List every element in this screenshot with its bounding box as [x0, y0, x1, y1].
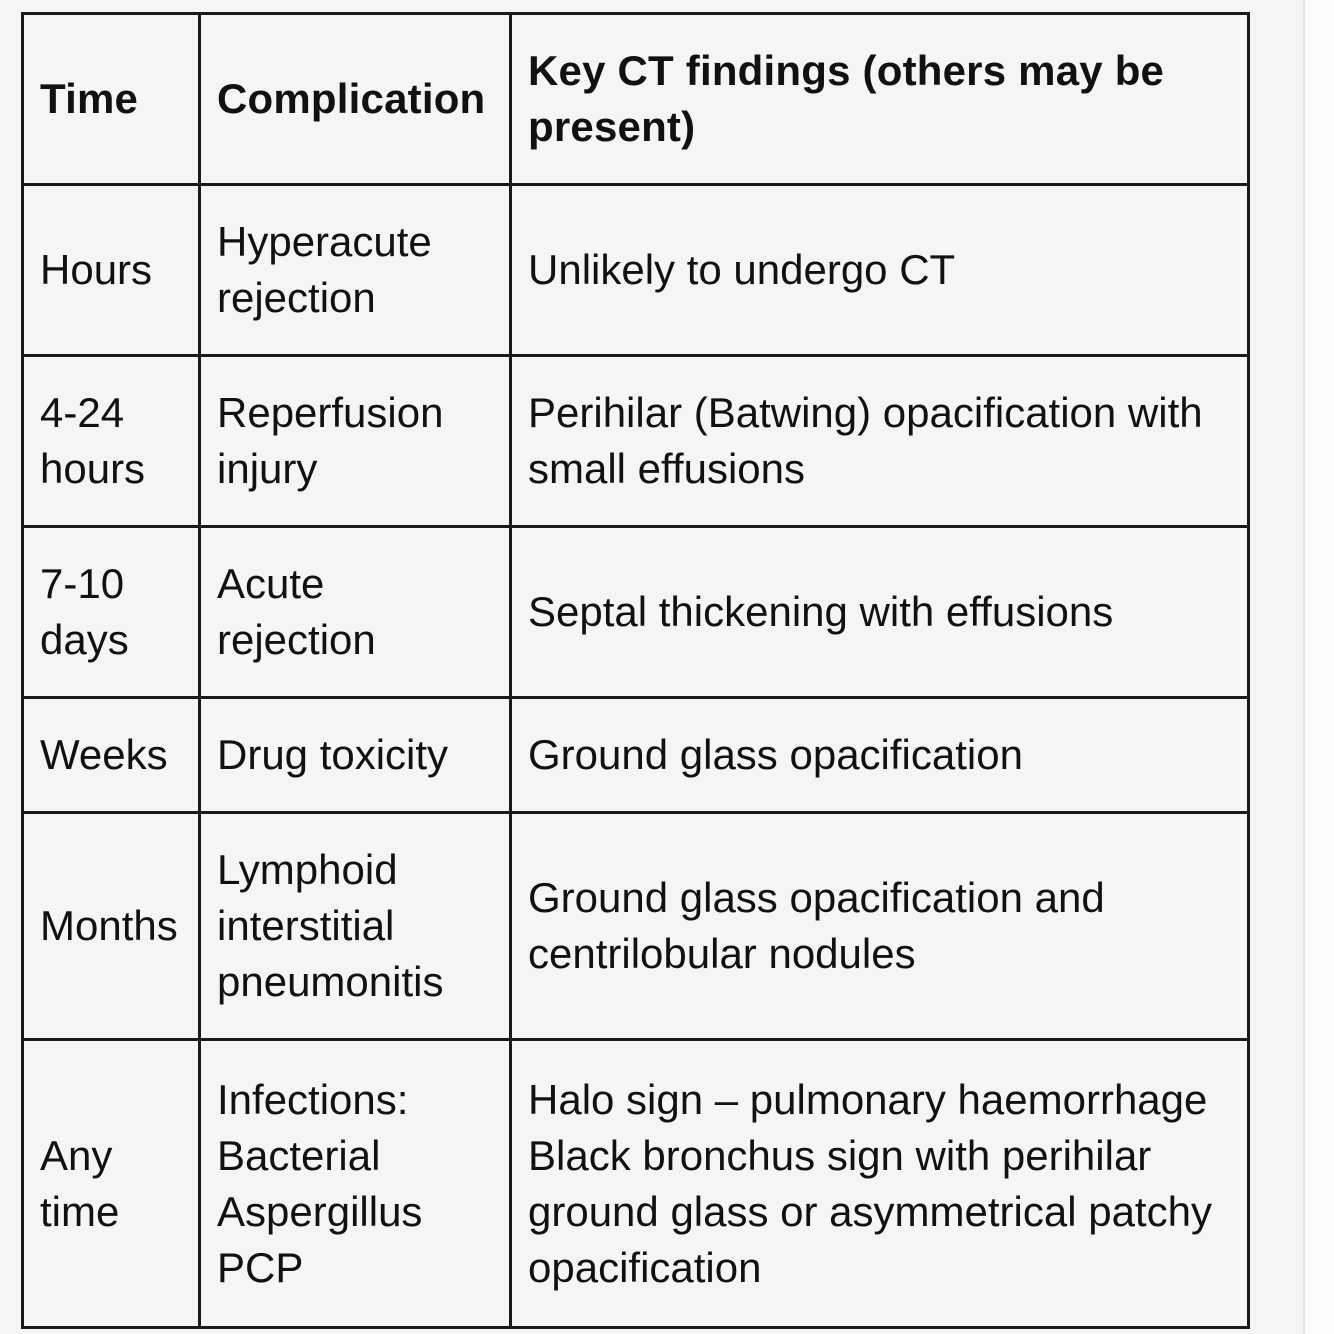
cell-complication: Hyperacute rejection	[200, 185, 511, 356]
table-row	[23, 813, 1249, 1040]
cell-time: 7-10 days	[23, 527, 200, 698]
cell-time: Months	[23, 813, 200, 1040]
table-row	[23, 1040, 1249, 1328]
table-row	[23, 698, 1249, 813]
cell-ct-findings: Halo sign – pulmonary haemorrhage Black bronchus sign with perihilar ground glass or asymmetrical patchy opacification	[511, 1040, 1249, 1328]
cell-complication: Reperfusion injury	[200, 356, 511, 527]
cell-ct-findings: Perihilar (Batwing) opacification with small effusions	[511, 356, 1249, 527]
header-complication: Complication	[200, 14, 511, 185]
cell-complication: Lymphoid interstitial pneumonitis	[200, 813, 511, 1040]
cell-time: Any time	[23, 1040, 200, 1328]
header-ct-findings: Key CT findings (others may be present)	[511, 14, 1249, 185]
table-row	[23, 356, 1249, 527]
cell-complication: Drug toxicity	[200, 698, 511, 813]
cell-ct-findings: Unlikely to undergo CT	[511, 185, 1249, 356]
header-time: Time	[23, 14, 200, 185]
cell-ct-findings: Ground glass opacification	[511, 698, 1249, 813]
cell-time: Hours	[23, 185, 200, 356]
cell-ct-findings: Septal thickening with effusions	[511, 527, 1249, 698]
table-header-row	[23, 14, 1249, 185]
cell-complication: Infections: Bacterial Aspergillus PCP	[200, 1040, 511, 1328]
ct-complications-table	[21, 12, 1250, 1329]
cell-ct-findings: Ground glass opacification and centrilobular nodules	[511, 813, 1249, 1040]
cell-complication: Acute rejection	[200, 527, 511, 698]
table-row	[23, 185, 1249, 356]
page-right-edge	[1303, 0, 1334, 1334]
cell-time: 4-24 hours	[23, 356, 200, 527]
table-row	[23, 527, 1249, 698]
cell-time: Weeks	[23, 698, 200, 813]
